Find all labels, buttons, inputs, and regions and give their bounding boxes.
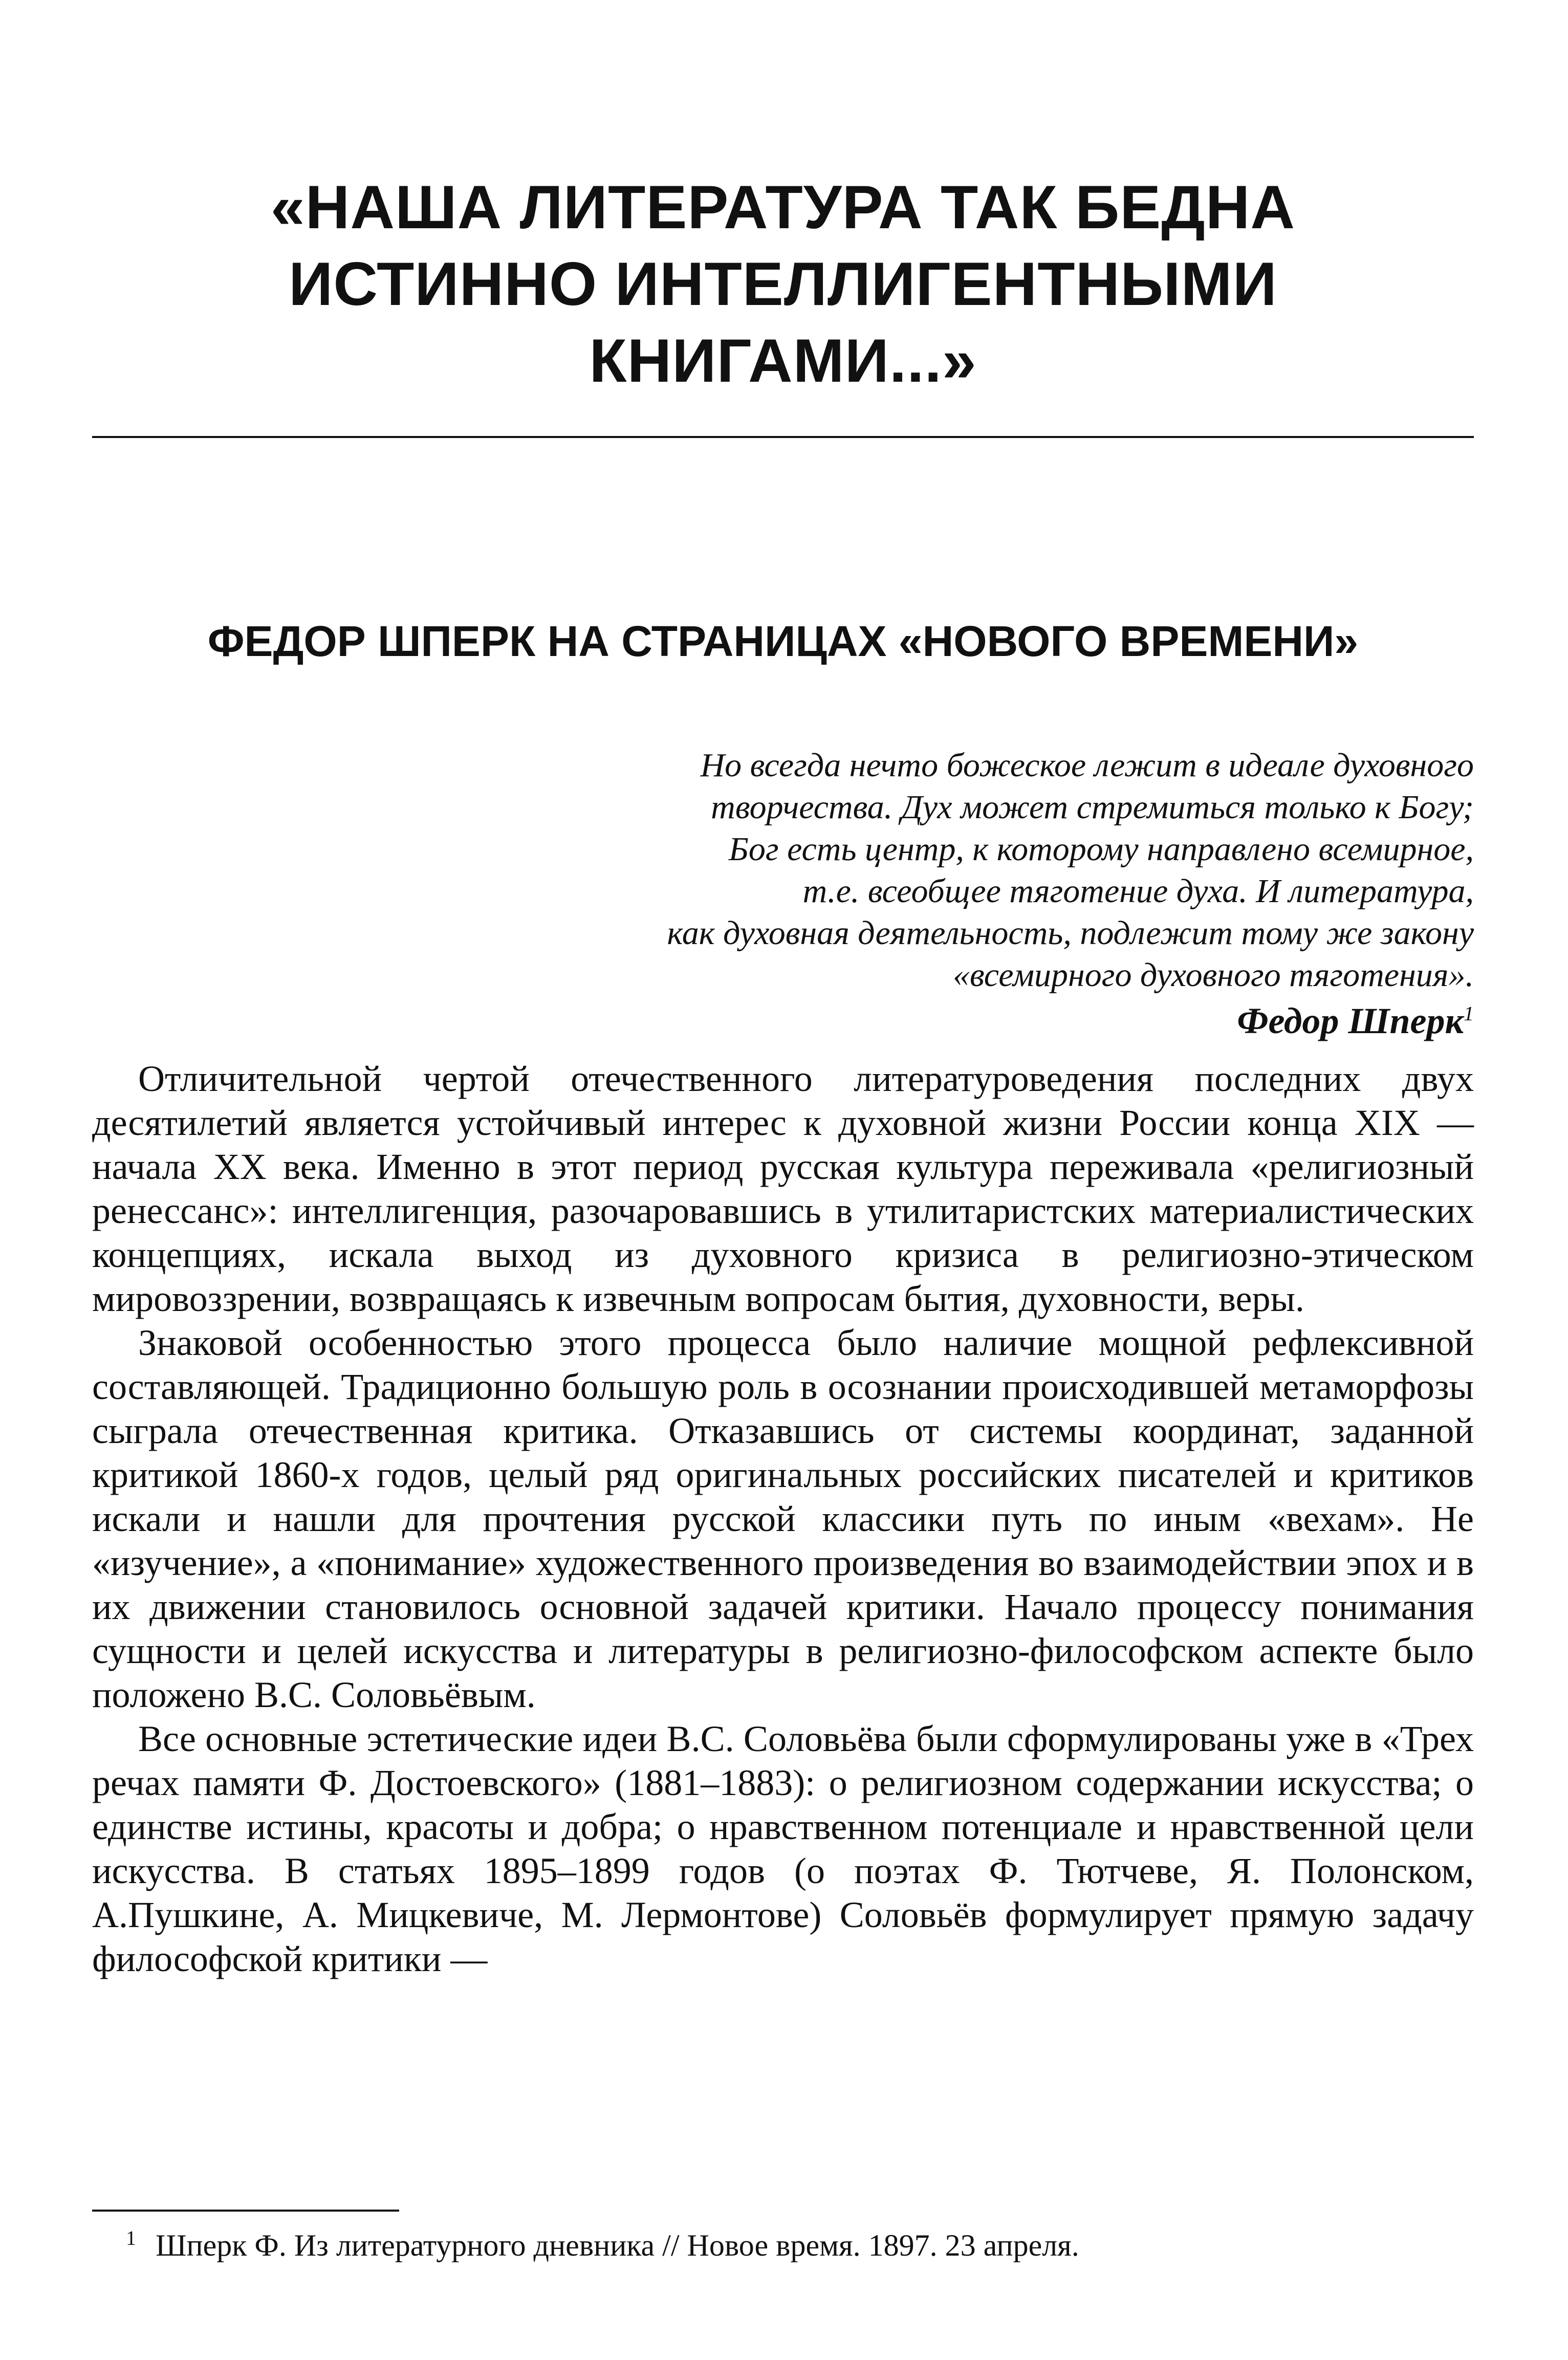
epigraph-line: т.е. всеобщее тяготение духа. И литература,	[802, 872, 1474, 910]
footnote-reference[interactable]: 1	[1464, 1002, 1474, 1025]
title-line-3: КНИГАМИ...»	[589, 326, 977, 395]
title-line-1: «НАША ЛИТЕРАТУРА ТАК БЕДНА	[270, 173, 1296, 242]
body-text	[92, 1057, 1474, 1981]
paragraph: Отличительной чертой отечественного литературоведения последних двух десятилетий является устойчивый интерес к духовной жизни России конца XIX — начала XX века. Именно в этот период русская культура переживала «религиозный ренессанс»: интеллигенция, разочаровавшись в утилитаристских материалистических концепциях, искала выход из духовного кризиса в религиозно-этическом мировоззрении, возвращаясь к извечным вопросам бытия, духовности, веры.	[92, 1058, 1474, 1319]
footnote-text: Шперк Ф. Из литературного дневника // Новое время. 1897. 23 апреля.	[156, 2228, 1079, 2262]
epigraph-author-name: Федор Шперк	[1237, 1000, 1464, 1041]
epigraph-line: «всемирного духовного тяготения».	[953, 956, 1474, 994]
title-divider	[92, 436, 1474, 438]
epigraph-line: как духовная деятельность, подлежит тому же закону	[667, 914, 1474, 952]
footnote-mark: 1	[126, 2226, 136, 2249]
section-heading: ФЕДОР ШПЕРК НА СТРАНИЦАХ «НОВОГО ВРЕМЕНИ»	[207, 617, 1359, 665]
page-title	[92, 169, 1474, 399]
footnote-divider	[92, 2210, 399, 2212]
paragraph: Знаковой особенностью этого процесса было наличие мощной рефлексивной составляющей. Традиционно большую роль в осознании происходившей метаморфозы сыграла отечественная критика. Отказавшись от системы координат, заданной критикой 1860-х годов, целый ряд оригинальных российских писателей и критиков искали и нашли для прочтения русской классики путь по иным «вехам». Не «изучение», а «понимание» художественного произведения во взаимодействии эпох и в их движении становилось основной задачей критики. Начало процессу понимания сущности и целей искусства и литературы в религиозно-философском аспекте было положено В.С. Соловьёвым.	[92, 1322, 1474, 1715]
epigraph-line: творчества. Дух может стремиться только к Богу;	[711, 789, 1474, 826]
epigraph-author	[1237, 998, 1474, 1044]
footnote	[92, 2225, 1474, 2266]
epigraph	[348, 745, 1474, 996]
epigraph-line: Но всегда нечто божеское лежит в идеале духовного	[700, 747, 1474, 784]
paragraph: Все основные эстетические идеи В.С. Соловьёва были сформулированы уже в «Трех речах памяти Ф. Достоевского» (1881–1883): о религиозном содержании искусства; о единстве истины, красоты и добра; о нравственном потенциале и нравственной цели искусства. В статьях 1895–1899 годов (о поэтах Ф. Тютчеве, Я. Полонском, А.Пушкине, А. Мицкевиче, М. Лермонтове) Соловьёв формулирует прямую задачу философской критики —	[92, 1718, 1474, 1979]
title-line-2: ИСТИННО ИНТЕЛЛИГЕНТНЫМИ	[289, 250, 1277, 318]
epigraph-line: Бог есть центр, к которому направлено всемирное,	[728, 831, 1474, 868]
